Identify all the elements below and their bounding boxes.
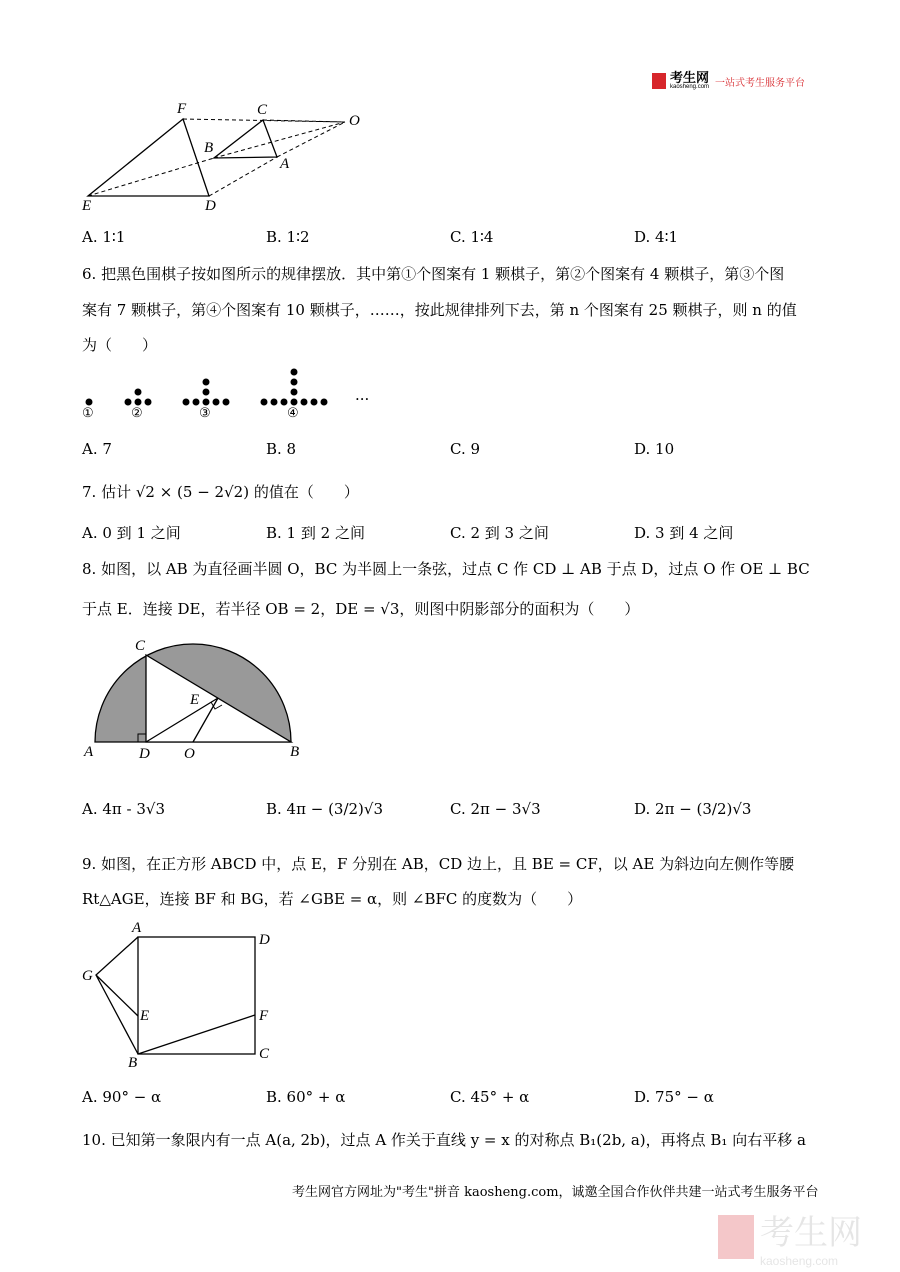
q8-stem-line1: 8. 如图，以 AB 为直径画半圆 O，BC 为半圆上一条弦，过点 C 作 CD ⊥ AB 于点 D，过点 O 作 OE ⊥ BC <box>82 560 810 578</box>
pattern-label: ④ <box>287 406 299 421</box>
pattern-ellipsis: ··· <box>355 390 370 408</box>
label-F: F <box>259 1008 269 1024</box>
q9-option-d: D. 75° − α <box>634 1088 714 1106</box>
logo-url: kaosheng.com <box>670 84 710 90</box>
label-C: C <box>257 102 268 118</box>
header-slogan: 一站式考生服务平台 <box>715 77 806 89</box>
label-A: A <box>84 744 94 760</box>
q9-figure <box>96 937 255 1054</box>
label-O: O <box>349 113 360 129</box>
label-O: O <box>184 746 195 762</box>
q9-stem-line1: 9. 如图，在正方形 ABCD 中，点 E，F 分别在 AB，CD 边上，且 BE = CF，以 AE 为斜边向左侧作等腰 <box>82 855 795 873</box>
q6-option-d: D. 10 <box>634 440 675 458</box>
q7-option-d: D. 3 到 4 之间 <box>634 524 734 542</box>
q6-option-a: A. 7 <box>82 440 112 458</box>
q5-option-d: D. 4∶1 <box>634 228 679 246</box>
label-A: A <box>132 920 142 936</box>
logo-name: 考生网 <box>670 70 710 85</box>
label-B: B <box>290 744 300 760</box>
q7-option-b: B. 1 到 2 之间 <box>266 524 365 542</box>
q7-option-a: A. 0 到 1 之间 <box>82 524 181 542</box>
q8-stem-line2: 于点 E．连接 DE，若半径 OB = 2，DE = √3，则图中阴影部分的面积为（ ） <box>82 600 640 618</box>
label-C: C <box>135 638 146 654</box>
q6-stem-line1: 6. 把黑色围棋子按如图所示的规律摆放．其中第①个图案有 1 颗棋子，第②个图案有 4 颗棋子，第③个图 <box>82 265 785 283</box>
q5-figure <box>88 119 345 196</box>
label-E: E <box>140 1008 150 1024</box>
q5-option-a: A. 1∶1 <box>82 228 126 246</box>
q6-stem-line2: 案有 7 颗棋子，第④个图案有 10 颗棋子，……，按此规律排列下去，第 n 个图案有 25 颗棋子，则 n 的值 <box>82 301 797 319</box>
footer-text: 考生网官方网址为"考生"拼音 kaosheng.com，诚邀全国合作伙伴共建一站式考生服务平台 <box>292 1185 819 1200</box>
q5-option-c: C. 1∶4 <box>450 228 494 246</box>
q9-option-c: C. 45° + α <box>450 1088 530 1106</box>
watermark <box>718 1205 862 1268</box>
watermark-name: 考生网 <box>760 1213 862 1253</box>
label-E: E <box>190 692 200 708</box>
label-D: D <box>139 746 150 762</box>
label-B: B <box>204 140 214 156</box>
label-B: B <box>128 1055 138 1071</box>
label-D: D <box>205 198 216 214</box>
pattern-label: ① <box>82 406 94 421</box>
q9-option-b: B. 60° + α <box>266 1088 346 1106</box>
q9-stem-line2: Rt△AGE，连接 BF 和 BG，若 ∠GBE = α，则 ∠BFC 的度数为（ ） <box>82 890 583 908</box>
label-F: F <box>177 101 187 117</box>
q6-option-b: B. 8 <box>266 440 297 458</box>
q8-option-b: B. 4π − (3/2)√3 <box>266 800 384 818</box>
pattern-label: ② <box>131 406 143 421</box>
q5-option-b: B. 1∶2 <box>266 228 310 246</box>
pattern-label: ③ <box>199 406 211 421</box>
q6-stem-line3: 为（ ） <box>82 336 158 354</box>
label-G: G <box>82 968 93 984</box>
label-D: D <box>259 932 270 948</box>
label-A: A <box>280 156 290 172</box>
label-C: C <box>259 1046 270 1062</box>
watermark-url: kaosheng.com <box>760 1254 839 1268</box>
q8-option-d: D. 2π − (3/2)√3 <box>634 800 752 818</box>
q7-option-c: C. 2 到 3 之间 <box>450 524 549 542</box>
q9-option-a: A. 90° − α <box>82 1088 162 1106</box>
q8-option-c: C. 2π − 3√3 <box>450 800 541 818</box>
q10-stem-line1: 10. 已知第一象限内有一点 A(a, 2b)，过点 A 作关于直线 y = x 的对称点 B₁(2b, a)，再将点 B₁ 向右平移 a <box>82 1131 806 1149</box>
q6-option-c: C. 9 <box>450 440 481 458</box>
q7-stem: 7. 估计 √2 × (5 − 2√2) 的值在（ ） <box>82 483 359 501</box>
q6-pattern <box>86 369 328 406</box>
label-E: E <box>82 198 92 214</box>
watermark-logo-icon <box>718 1215 754 1259</box>
q8-option-a: A. 4π - 3√3 <box>82 800 166 818</box>
